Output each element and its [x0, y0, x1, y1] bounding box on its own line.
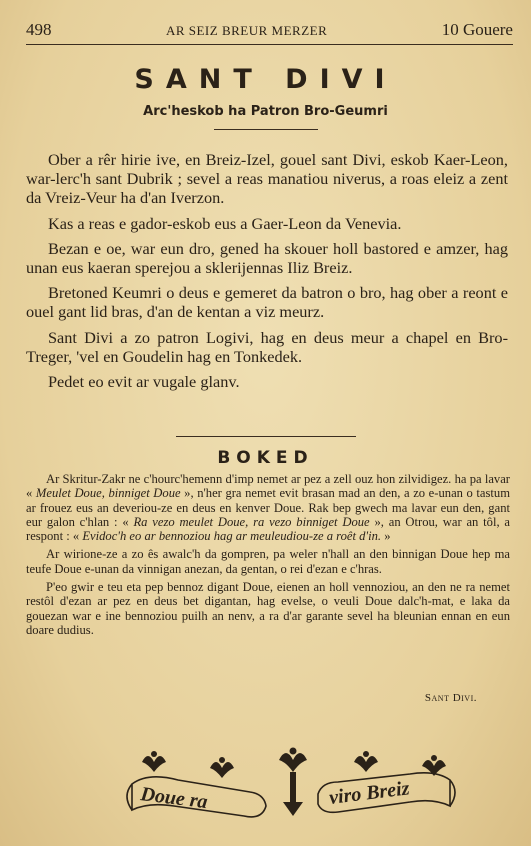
italic-quote: Meulet Doue, binniget Doue	[35, 486, 181, 501]
signature: Sant Divi.	[424, 692, 477, 704]
paragraph: Bretoned Keumri o deus e gemeret da batron o bro, hag ober a reont e ouel gant lid bras, d'an de kentan a viz meurz.	[26, 283, 508, 322]
ornamental-banner	[118, 736, 464, 828]
article-body	[26, 150, 508, 397]
paragraph: Ober a rêr hirie ive, en Breiz-Izel, gouel sant Divi, eskob Kaer-Leon, war-lerc'h sant Dubrik ; sevel a reas manatiou niverus, a roas eleiz a zent da Vreiz-Veur ha d'an Iverzon.	[26, 150, 508, 208]
section-divider	[176, 436, 356, 437]
italic-quote: Ra vezo meulet Doue, ra vezo binniget Doue	[133, 514, 370, 529]
text-run: », n'her gra nemet evit brasan mad an den, a zo e-unan o tastum ar frouez eus an deveriou-ze en deus en kenver Doue. Rak bep gwech ma lavar eun den, gant eur galon c'hlan : «	[26, 486, 510, 529]
page-title: SANT DIVI	[134, 64, 397, 95]
running-title: AR SEIZ BREUR MERZER	[165, 23, 328, 38]
paragraph: Pedet eo evit ar vugale glanv.	[48, 372, 240, 392]
boked-paragraph: Ar wirione-ze a zo ês awalc'h da gompren, pa weler n'hall an den binnigan Doue hep ma teufe Doue e-unan da vinnigan anezan, da gentan, o rei d'ezan e c'hras.	[26, 547, 510, 576]
paragraph: Sant Divi a zo patron Logivi, hag en deus meur a chapel en Bro-Treger, 'vel en Goudelin hag en Tonkedek.	[26, 327, 508, 366]
paragraph: Bezan e oe, war eun dro, gened ha skouer holl bastored e amzer, hag unan eus kaeran sperejou a sklerijennas Iliz Breiz.	[26, 238, 508, 278]
boked-section	[26, 472, 510, 641]
boked-paragraph	[26, 472, 510, 543]
banner-right-text: viro Breiz	[327, 777, 411, 809]
boked-heading: BOKED	[217, 448, 314, 468]
page-subtitle: Arc'heskob ha Patron Bro-Geumri	[143, 104, 388, 119]
header-date: 10 Gouere	[441, 20, 513, 39]
paragraph: Kas a reas e gador-eskob eus a Gaer-Leon da Venevia.	[48, 213, 402, 233]
text-run: »	[381, 529, 391, 544]
text-run: », an Otrou, war an tôl, a respont : «	[26, 514, 511, 544]
text-run: Ar Skritur-Zakr ne c'hourc'hemenn d'imp nemet ar pez a zell ouz hon zilvidigez. ha pa lavar «	[26, 472, 510, 501]
banner-left-text: Doue ra	[139, 783, 209, 814]
page-header	[26, 20, 513, 45]
italic-quote: Evidoc'h eo ar bennoziou hag ar meuleudiou-ze a roêt d'in.	[82, 529, 382, 544]
title-divider	[214, 129, 318, 130]
boked-paragraph: P'eo gwir e teu eta pep bennoz digant Doue, eienen an holl vennoziou, an den ne ra nemet restôl d'ezan ar pez en deus bet digantan, hag evelse, o veuli Doue dalc'h-mat, e laka da gouezan war e ine bennoziou puilh an nenv, a ra d'ar garante sevel ha bleunian ennan en eun doare dudius.	[26, 580, 510, 637]
page-number: 498	[26, 20, 52, 39]
